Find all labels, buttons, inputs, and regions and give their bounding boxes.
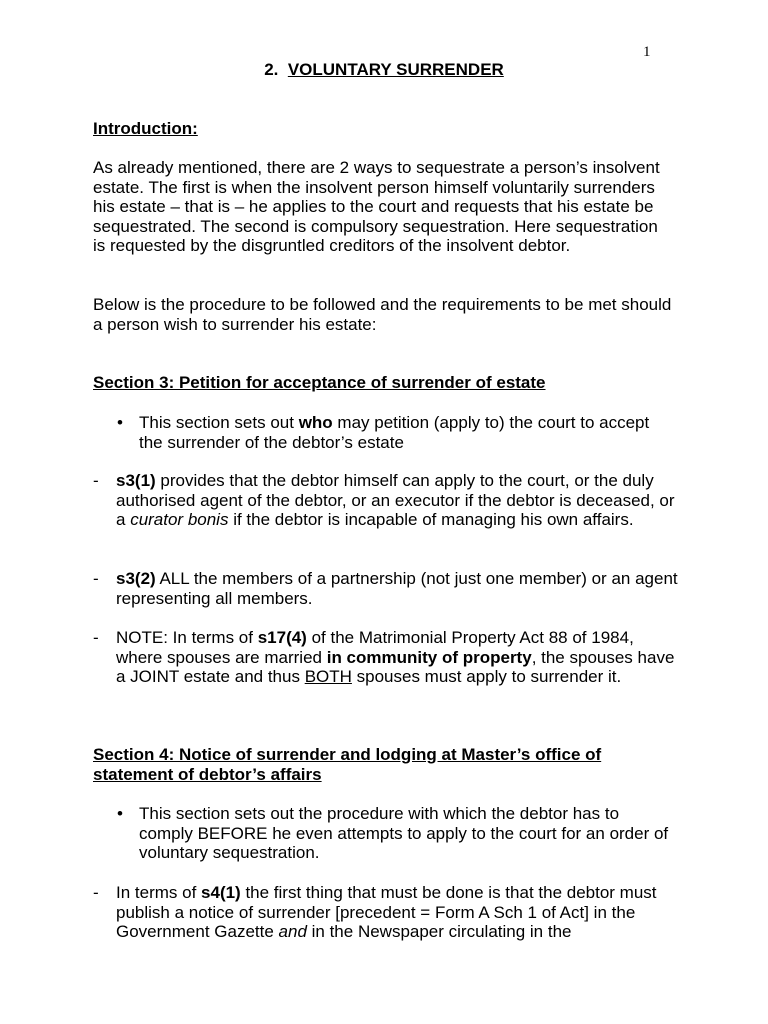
section-3-heading: Section 3: Petition for acceptance of surrender of estate: [93, 373, 546, 392]
page-number: 1: [643, 44, 651, 60]
section-4-item-s4-1: [93, 883, 683, 942]
intro-paragraph-2: Below is the procedure to be followed and the requirements to be met should a person wish to surrender his estate:: [93, 295, 672, 334]
section-3-item-text: s3(2) ALL the members of a partnership (not just one member) or an agent representing all members.: [116, 569, 678, 608]
section-3-bullet-text: This section sets out who may petition (apply to) the court to accept the surrender of the debtor’s estate: [139, 413, 650, 452]
section-4-bullet: [117, 804, 677, 863]
intro-paragraph-1: As already mentioned, there are 2 ways to sequestrate a person’s insolvent estate. The first is when the insolvent person himself voluntarily surrenders his estate – that is – he applies to the court and requests that his estate be sequestrated. The second is compulsory sequestration. Here sequestration is requested by the disgruntled creditors of the insolvent debtor.: [93, 158, 660, 256]
section-3-bullet: [117, 413, 677, 452]
section-3-item-s3-1: [93, 471, 683, 530]
bullet-marker: •: [117, 804, 123, 823]
section-4-heading: Section 4: Notice of surrender and lodging at Master’s office of statement of debtor’s affairs: [93, 745, 602, 784]
section-3-item-s3-2: [93, 569, 683, 608]
dash-marker: -: [93, 569, 99, 588]
section-3-item-note: [93, 628, 683, 687]
dash-marker: -: [93, 471, 99, 490]
dash-marker: -: [93, 628, 99, 647]
title-text: VOLUNTARY SURRENDER: [287, 60, 504, 79]
dash-marker: -: [93, 883, 99, 902]
section-3-item-text: s3(1) provides that the debtor himself can apply to the court, or the duly authorised agent of the debtor, or an executor if the debtor is deceased, or a curator bonis if the debtor is incapable of managing his own affairs.: [116, 471, 675, 530]
section-4-item-text: In terms of s4(1) the first thing that must be done is that the debtor must publish a notice of surrender [precedent = Form A Sch 1 of Act] in the Government Gazette and in the Newspaper circulating in the: [116, 883, 657, 942]
document-title: [0, 60, 768, 80]
introduction-heading: Introduction:: [93, 119, 198, 138]
bullet-marker: •: [117, 413, 123, 432]
title-number: 2.: [264, 60, 279, 79]
section-4-bullet-text: This section sets out the procedure with which the debtor has to comply BEFORE he even attempts to apply to the court for an order of voluntary sequestration.: [139, 804, 669, 863]
section-3-item-text: NOTE: In terms of s17(4) of the Matrimonial Property Act 88 of 1984, where spouses are married in community of property, the spouses have a JOINT estate and thus BOTH spouses must apply to surrender it.: [116, 628, 675, 687]
